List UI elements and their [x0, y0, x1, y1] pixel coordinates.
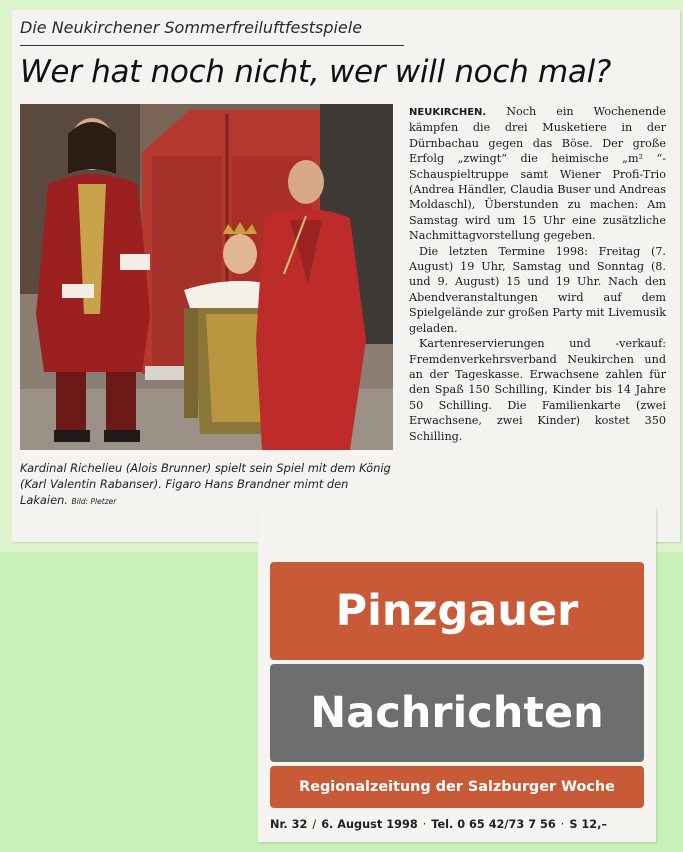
issue-info-bar	[270, 818, 648, 831]
masthead-title-pinzgauer: Pinzgauer	[270, 562, 644, 660]
article-kicker: Die Neukirchener Sommerfreiluftfestspiele	[20, 18, 363, 37]
issue-phone: Tel. 0 65 42/73 7 56	[431, 818, 556, 831]
article-paragraph: Die letzten Termine 1998: Freitag (7. August) 19 Uhr, Samstag und Sonntag (8. und 9. August) 15 und 19 Uhr. Nach den Abendveranstaltungen wird auf dem Spielgelände zur großen Party mit Livemusik geladen.	[409, 244, 666, 335]
article-photo	[20, 104, 393, 450]
issue-separator: /	[312, 818, 317, 831]
article-paragraph	[409, 104, 666, 244]
masthead-subtitle: Regionalzeitung der Salzburger Woche	[270, 766, 644, 808]
issue-number: Nr. 32	[270, 818, 308, 831]
issue-price: S 12,–	[569, 818, 608, 831]
photo-credit: Bild: Pletzer	[71, 497, 117, 506]
kicker-rule	[20, 45, 404, 46]
article-dateline: NEUKIRCHEN.	[409, 107, 487, 118]
paragraph-1-text: Noch ein Wochenende kämpfen die drei Musketiere in der Dürnbachau gegen das Böse. Der große Erfolg „zwingt“ die heimische „m² “-Schauspieltruppe samt Wiener Profi-Trio (Andrea Händler, Claudia Buser und Andreas Moldaschl), Überstunden zu machen: Am Samstag wird um 15 Uhr eine zusätzliche Nachmittagvorstellung gegeben.	[409, 105, 666, 243]
article-clipping	[12, 10, 680, 542]
issue-separator: ·	[560, 818, 565, 831]
article-paragraph: Kartenreservierungen und -verkauf: Fremdenverkehrsverband Neukirchen und an der Tageskasse. Erwachsene zahlen für den Spaß 150 Schilling, Kinder bis 14 Jahre 50 Schilling. Die Familienkarte (zwei Erwachsene, zwei Kinder) kostet 350 Schilling.	[409, 337, 666, 443]
article-body	[409, 104, 666, 444]
masthead-clipping	[258, 508, 656, 842]
masthead-title-nachrichten: Nachrichten	[270, 664, 644, 762]
issue-date: 6. August 1998	[321, 818, 418, 831]
caption-text: Kardinal Richelieu (Alois Brunner) spielt sein Spiel mit dem König (Karl Valentin Rabanser). Figaro Hans Brandner mimt den Lakaien.	[20, 461, 391, 507]
photo-caption	[20, 460, 398, 510]
issue-separator: ·	[422, 818, 427, 831]
article-headline: Wer hat noch nicht, wer will noch mal?	[20, 54, 612, 90]
